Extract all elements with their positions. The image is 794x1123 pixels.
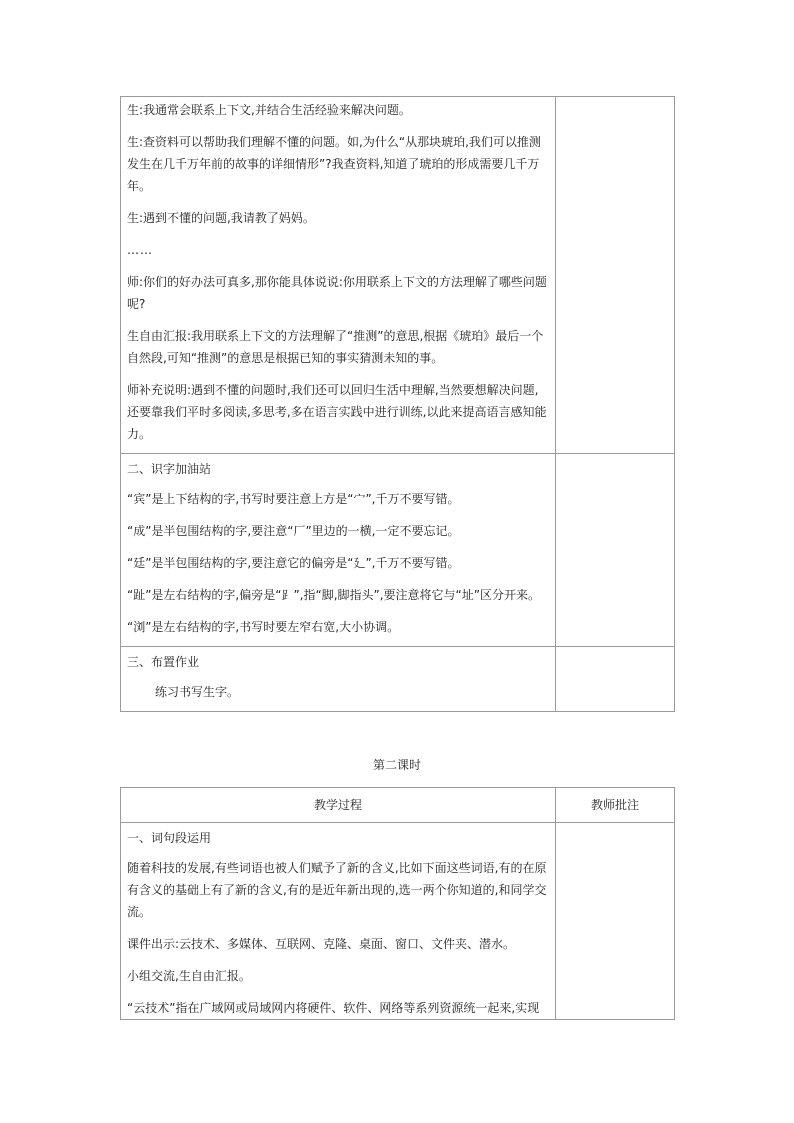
paragraph: 生:我通常会联系上下文,并结合生活经验来解决问题。 [127, 103, 411, 117]
table-row [121, 647, 675, 712]
section-heading: 一、词句段运用 [127, 831, 212, 845]
ellipsis: …… [127, 243, 153, 257]
paragraph: 师:你们的好办法可真多,那你能具体说说:你用联系上下文的方法理解了哪些问题呢? [127, 275, 547, 311]
process-cell-characters [121, 454, 556, 647]
process-cell-discussion [121, 97, 556, 454]
paragraph: “云技术”指在广域网或局域网内将硬件、软件、网络等系列资源统一起来,实现 [127, 1001, 540, 1015]
header-process: 教学过程 [121, 788, 556, 823]
section-heading: 三、布置作业 [127, 655, 200, 669]
notes-cell [556, 823, 675, 1020]
process-cell-homework [121, 647, 556, 712]
table-header-row [121, 788, 675, 823]
paragraph: “成”是半包围结构的字,要注意“厂”里边的一横,一定不要忘记。 [127, 524, 460, 538]
section-heading: 二、识字加油站 [127, 462, 212, 476]
paragraph: 生:查资料可以帮助我们理解不懂的问题。如,为什么“从那块琥珀,我们可以推测发生在几千万年前的故事的详细情形”?我查资料,知道了琥珀的形成需要几千万年。 [127, 135, 541, 193]
paragraph: “宾”是上下结构的字,书写时要注意上方是“宀”,千万不要写错。 [127, 492, 460, 506]
paragraph: “浏”是左右结构的字,书写时要左窄右宽,大小协调。 [127, 620, 400, 634]
header-notes: 教师批注 [556, 788, 675, 823]
paragraph: 练习书写生字。 [155, 685, 240, 699]
paragraph: 随着科技的发展,有些词语也被人们赋予了新的含义,比如下面这些词语,有的在原有含义的基础上有了新的含义,有的是近年新出现的,选一两个你知道的,和同学交流。 [127, 861, 547, 919]
paragraph: 课件出示:云技术、多媒体、互联网、克隆、桌面、窗口、文件夹、潜水。 [127, 937, 516, 951]
lesson-table-first [120, 96, 675, 712]
paragraph: 师补充说明:遇到不懂的问题时,我们还可以回归生活中理解,当然要想解决问题,还要靠我们平时多阅读,多思考,多在语言实践中进行训练,以此来提高语言感知能力。 [127, 383, 547, 441]
notes-cell [556, 97, 675, 454]
process-cell-words [121, 823, 556, 1020]
table-row [121, 97, 675, 454]
paragraph: 生:遇到不懂的问题,我请教了妈妈。 [127, 211, 315, 225]
paragraph: 小组交流,生自由汇报。 [127, 969, 251, 983]
notes-cell [556, 647, 675, 712]
paragraph: 生自由汇报:我用联系上下文的方法理解了“推测”的意思,根据《琥珀》最后一个自然段,可知“推测”的意思是根据已知的事实猜测未知的事。 [127, 329, 544, 365]
lesson-table-second [120, 787, 675, 1020]
paragraph: “趾”是左右结构的字,偏旁是“⻊”,指“脚,脚指头”,要注意将它与“址”区分开来。 [127, 588, 540, 602]
table-row [121, 823, 675, 1020]
paragraph: “廷”是半包围结构的字,要注意它的偏旁是“廴”,千万不要写错。 [127, 556, 460, 570]
lesson-caption: 第二课时 [372, 758, 421, 772]
notes-cell [556, 454, 675, 647]
table-row [121, 454, 675, 647]
